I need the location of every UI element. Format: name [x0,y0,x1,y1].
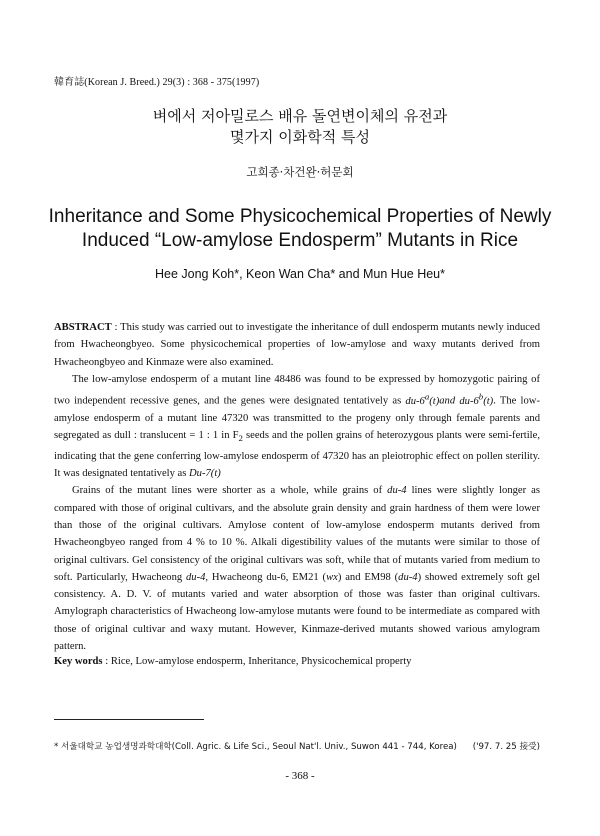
f2-subscript: 2 [238,433,243,444]
abstract [54,319,540,655]
keywords-label: Key words [54,656,103,667]
footnote [54,740,540,752]
gene-du6a-suffix: (t) [429,395,440,407]
english-authors: Hee Jong Koh*, Keon Wan Cha* and Mun Hue Heu* [155,267,445,281]
korean-authors: 고희종·차건완·허문회 [246,165,354,179]
english-title-line-1: Inheritance and Some Physicochemical Properties of Newly [48,206,552,227]
keywords: Key words : Rice, Low-amylose endosperm, Inheritance, Physicochemical property [54,656,412,667]
gene-wx: wx [326,571,338,583]
abstract-paragraph-2 [54,371,540,482]
p3-text-c: , Hwacheong du-6, EM21 ( [205,571,327,583]
p3-text-b: lines were slightly longer as compared with those of original cultivars, and the absolute grain density and grain hardness of them were lower than those of the original cultivars. Amylose content of low-amylose endosperm mutants derived from Hwacheongbyeo ranged from 4 % to 10 %. Alkali digestibility values of the mutants were similar to those of original cultivars. Gel consistency of the original cultivars was soft, while that of mutants varied from medium to soft. Particularly, Hwacheong [54,485,540,583]
journal-citation: 韓育誌(Korean J. Breed.) 29(3) : 368 - 375(1997) [54,77,260,88]
gene-du6a-sup: a [424,391,430,402]
gene-du6a-name: du-6 [405,395,425,407]
page-number: - 368 - [285,770,315,782]
korean-title-line-2: 몇가지 이화학적 특성 [230,128,370,146]
keywords-text: Rice, Low-amylose endosperm, Inheritance, Physicochemical property [110,656,412,667]
gene-du4-c: du-4 [398,571,418,583]
korean-title-line-1: 벼에서 저아밀로스 배유 돌연변이체의 유전과 [152,107,448,125]
received-date: ('97. 7. 25 接受) [472,742,540,752]
p3-text-e: ) showed extremely soft gel consistency. A. D. V. of mutants varied and water absorption of those was faster than original cultivars. Amylograph characteristics of Hwacheong low-amylose mutants were found to be intermediate as compared with those of original cultivar and waxy mutant. However, Kinmaze-derived mutants showed various amylogram pattern. [54,571,540,652]
p2-text-c: seeds and the pollen grains of heterozygous plants were semi-fertile, indicating that the gene conferring low-amylose endosperm of 47320 has an pleiotrophic effect on pollen sterility. It was designated tentatively as [54,430,540,480]
english-title-line-2: Induced “Low-amylose Endosperm” Mutants in Rice [81,230,519,251]
gene-du6b-sup: b [478,391,484,402]
footnote-divider [54,719,204,720]
gene-du6b [459,391,494,407]
korean-title [0,106,600,148]
abstract-p1-text: This study was carried out to investigate the inheritance of dull endosperm mutants newly induced from Hwacheongbyeo. Some physicochemical properties of low-amylose and waxy mutants derived from Hwacheongbyeo and Kinmaze were also examined. [54,322,540,368]
footnote-affiliation: * 서울대학교 농업생명과학대학(Coll. Agric. & Life Sci., Seoul Nat'l. Univ., Suwon 441 - 744, Korea) [54,742,457,752]
abstract-paragraph-3 [54,482,540,655]
p3-text-a: Grains of the mutant lines were shorter as a whole, while grains of [72,485,388,497]
gene-du7: Du-7(t) [189,468,221,480]
p2-text-a: The low-amylose endosperm of a mutant line 48486 was found to be expressed by homozygotic pairing of two independent recessive genes, and the genes were designated tentatively as [54,373,540,407]
p3-text-d: ) and EM98 ( [337,571,399,583]
gene-du6b-name: du-6 [459,395,479,407]
p2-and: and [439,395,460,407]
english-title [0,205,600,253]
gene-du6b-suffix: (t) [483,395,494,407]
gene-du4-a: du-4 [387,485,407,497]
p2-text-b: . The low-amylose endosperm of a mutant line 47320 was transmitted to the progeny only through female parents and segregated as dull : translucent = 1 : 1 in F [54,395,540,442]
abstract-label: ABSTRACT [54,322,112,333]
gene-du4-b: du-4 [186,571,206,583]
gene-du6a [405,391,440,407]
abstract-paragraph-1: ABSTRACT : This study was carried out to investigate the inheritance of dull endosperm mutants newly induced from Hwacheongbyeo. Some physicochemical properties of low-amylose and waxy mutants derived from Hwacheongbyeo and Kinmaze were also examined. [54,322,540,368]
